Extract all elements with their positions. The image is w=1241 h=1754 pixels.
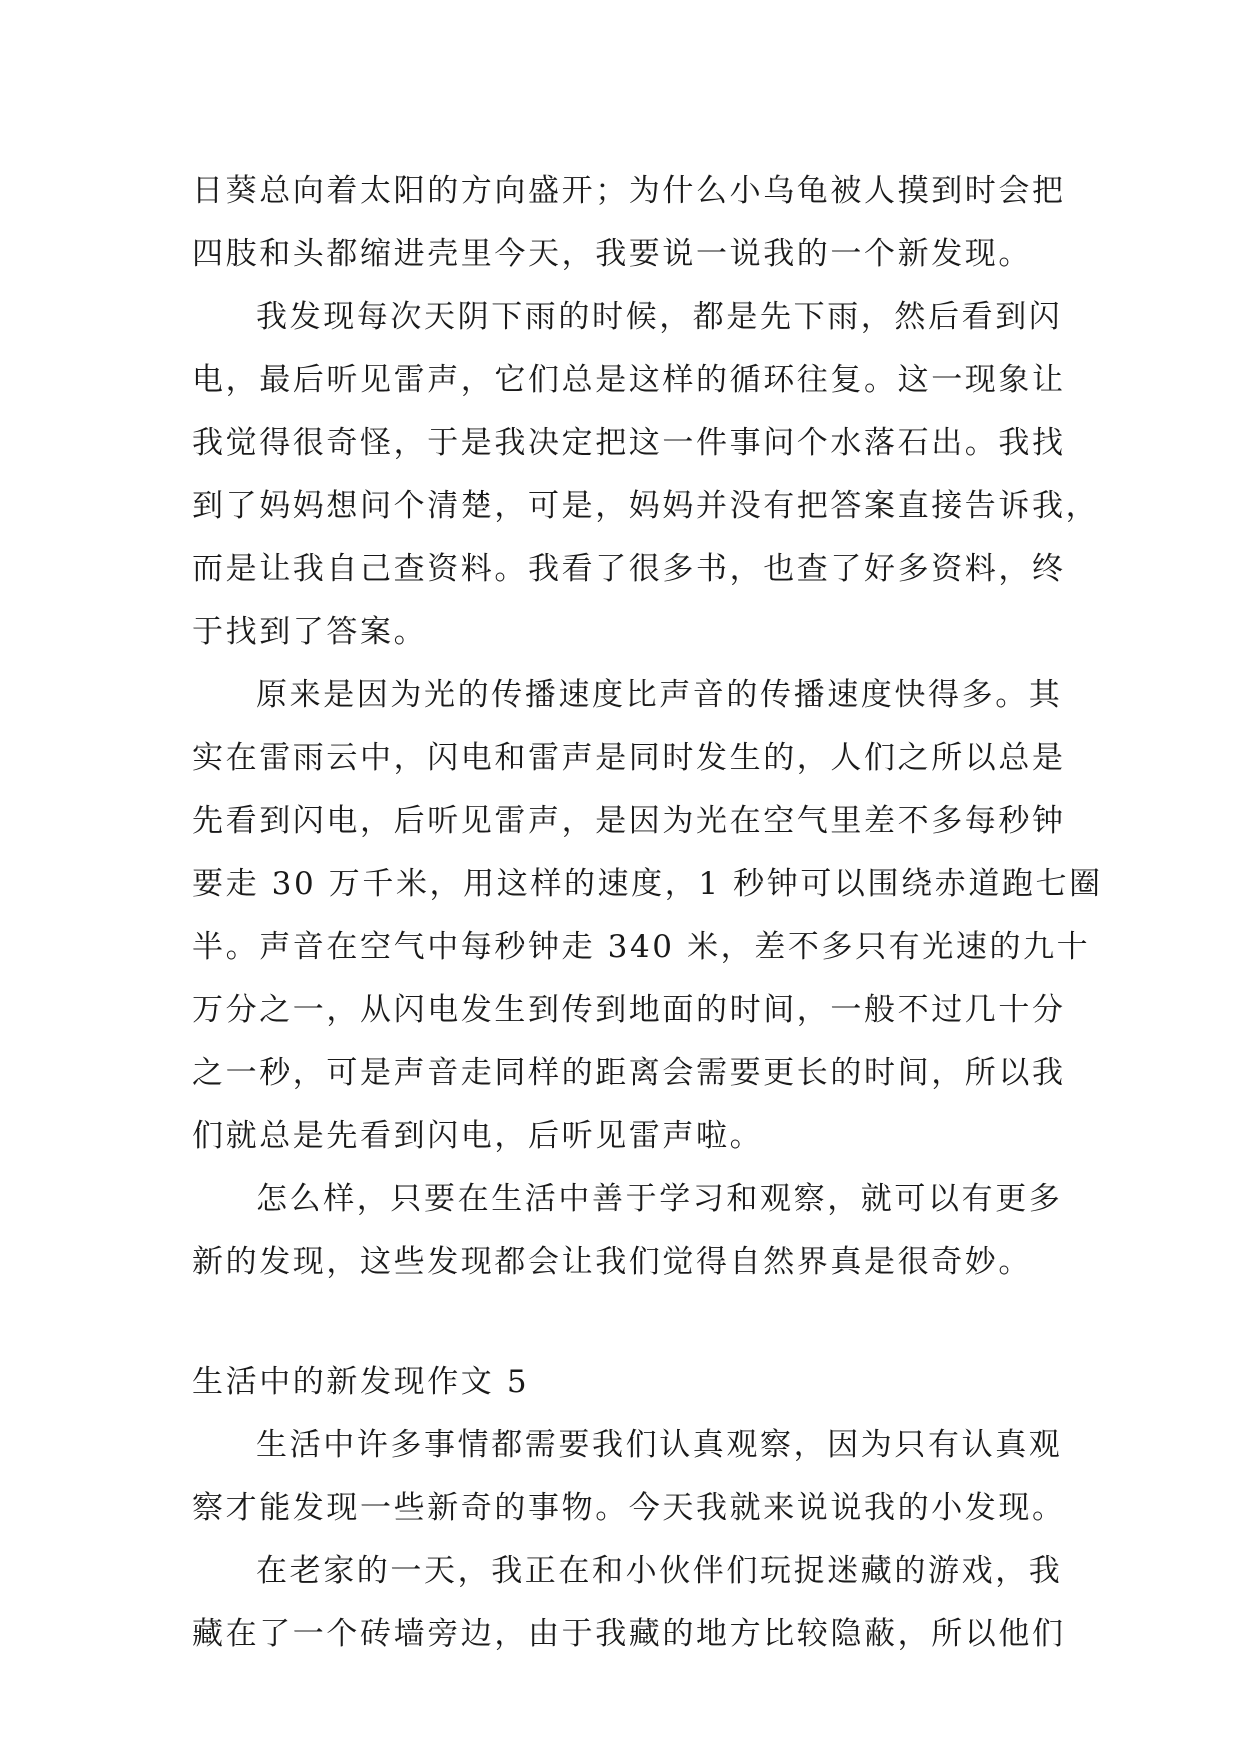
text-line: 要走 30 万千米，用这样的速度，1 秒钟可以围绕赤道跑七圈 (192, 866, 1103, 902)
document-body (192, 160, 1103, 1666)
text-line: 到了妈妈想问个清楚，可是，妈妈并没有把答案直接告诉我， (192, 488, 1100, 524)
section-spacer (192, 1294, 1052, 1351)
text-line: 而是让我自己查资料。我看了很多书，也查了好多资料，终 (192, 551, 1066, 587)
text-line: 电，最后听见雷声，它们总是这样的循环往复。这一现象让 (192, 362, 1066, 398)
paragraph-first-line: 原来是因为光的传播速度比声音的传播速度快得多。其 (256, 677, 1063, 713)
text-line: 日葵总向着太阳的方向盛开；为什么小乌龟被人摸到时会把 (192, 173, 1066, 209)
text-line: 先看到闪电，后听见雷声，是因为光在空气里差不多每秒钟 (192, 803, 1066, 839)
text-line: 万分之一，从闪电发生到传到地面的时间，一般不过几十分 (192, 992, 1066, 1028)
text-line: 新的发现，这些发现都会让我们觉得自然界真是很奇妙。 (192, 1244, 1032, 1280)
text-line: 半。声音在空气中每秒钟走 340 米，差不多只有光速的九十 (192, 929, 1091, 965)
text-line: 于找到了答案。 (192, 614, 428, 650)
text-line: 我觉得很奇怪，于是我决定把这一件事问个水落石出。我找 (192, 425, 1066, 461)
text-line: 察才能发现一些新奇的事物。今天我就来说说我的小发现。 (192, 1490, 1066, 1526)
text-line: 实在雷雨云中，闪电和雷声是同时发生的，人们之所以总是 (192, 740, 1066, 776)
paragraph-first-line: 我发现每次天阴下雨的时候，都是先下雨，然后看到闪 (256, 299, 1063, 335)
paragraph-first-line: 在老家的一天，我正在和小伙伴们玩捉迷藏的游戏，我 (256, 1553, 1063, 1589)
paragraph-first-line: 生活中许多事情都需要我们认真观察，因为只有认真观 (256, 1427, 1063, 1463)
paragraph-first-line: 怎么样，只要在生活中善于学习和观察，就可以有更多 (256, 1181, 1063, 1217)
text-line: 们就总是先看到闪电，后听见雷声啦。 (192, 1118, 764, 1154)
text-line: 四肢和头都缩进壳里今天，我要说一说我的一个新发现。 (192, 236, 1032, 272)
text-line: 之一秒，可是声音走同样的距离会需要更长的时间，所以我 (192, 1055, 1066, 1091)
section-heading: 生活中的新发现作文 5 (192, 1364, 530, 1400)
text-line: 藏在了一个砖墙旁边，由于我藏的地方比较隐蔽，所以他们 (192, 1616, 1066, 1652)
